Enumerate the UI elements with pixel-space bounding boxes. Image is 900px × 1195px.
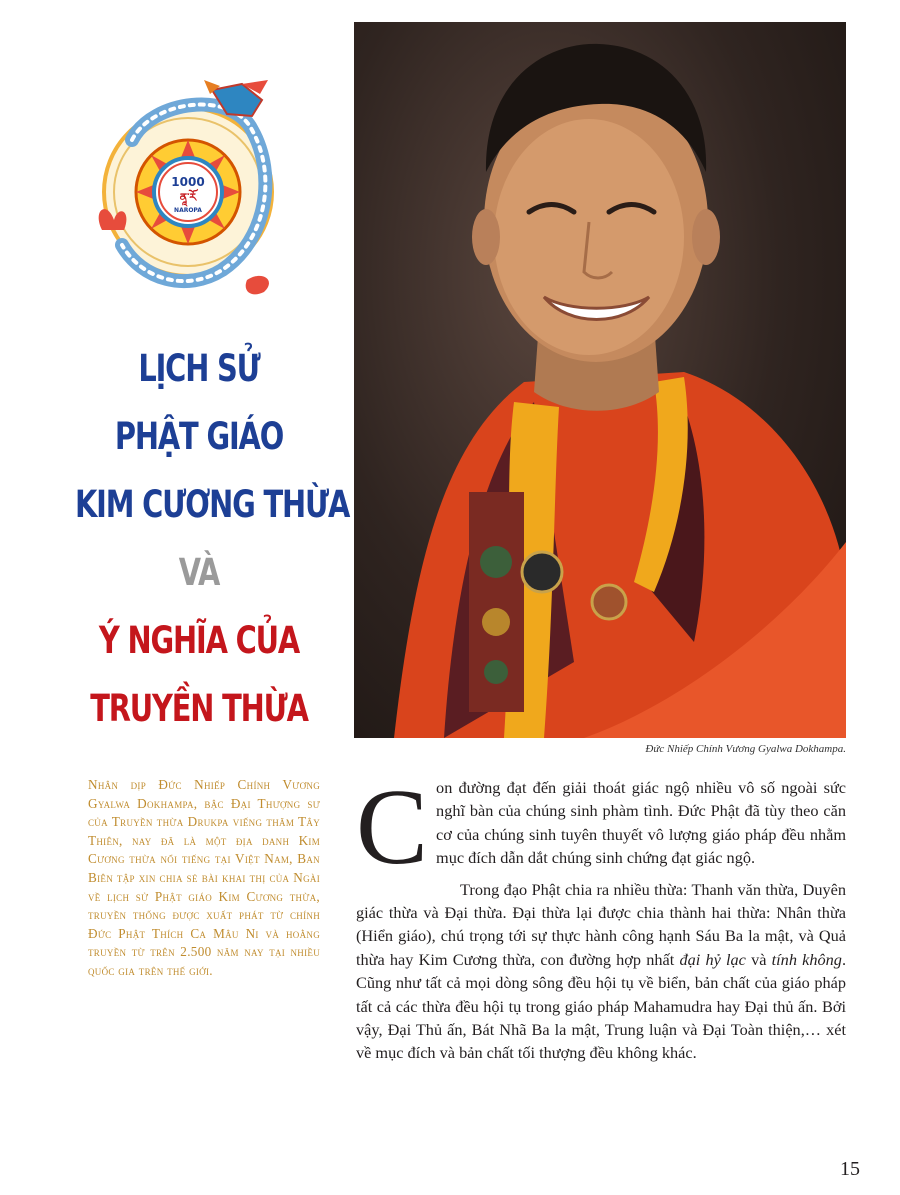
emblem-name: NAROPA bbox=[174, 207, 202, 214]
drop-cap: C bbox=[356, 768, 429, 887]
paragraph-1-text: on đường đạt đến giải thoát giác ngộ nhiều vô số ngoài sức nghĩ bàn của chúng sinh phàm tình. Đức Phật đã tùy theo căn cơ của chúng sinh tuyên thuyết vô lượng giáo pháp đều nhằm mục đích dẫn dắt chúng sinh chứng đạt giác ngộ. bbox=[436, 778, 846, 868]
paragraph-2-text-a: Trong đạo Phật chia ra nhiều thừa: Thanh văn thừa, Duyên giác thừa và Đại thừa. Đại thừa lại được chia thành hai thừa: Nhân thừa (Hiển giáo), chú trọng tới sự thực hành công hạnh Sáu Ba la mật, và Quả thừa hay Kim Cương thừa, con đường hợp nhất bbox=[356, 879, 846, 969]
title-line-4: VÀ bbox=[178, 551, 220, 594]
intro-text: Nhân dịp Đức Nhiếp Chính Vương Gyalwa Dokhampa, bậc Đại Thượng sư của Truyền thừa Drukpa viếng thăm Tây Thiên, nay đã là một địa danh Kim Cương thừa nổi tiếng tại Việt Nam, Ban Biên tập xin chia sẻ bài khai thị của Ngài về lịch sử Phật giáo Kim Cương thừa, truyền thống được xuất phát từ chính Đức Phật Thích Ca Mâu Ni và hoằng truyền từ trên 2.500 năm nay tại nhiều quốc gia trên thế giới. bbox=[88, 777, 320, 978]
paragraph-2-emphasis-1: đại hỷ lạc bbox=[679, 949, 746, 969]
emblem-number: 1000 bbox=[171, 175, 205, 189]
paragraph-2-text-c: . Cũng như tất cả mọi dòng sông đều hội tụ về biển, bản chất của giáo pháp tất cả các thừa đều hội tụ trong giáo pháp Mahamudra hay Đại thủ ấn. Bởi vậy, Đại Thủ ấn, Bát Nhã Ba la mật, Trung luận và Đại Toàn thiện,… xét về mục đích và bản chất tối thượng đều không khác. bbox=[356, 949, 847, 1063]
title-line-5: Ý NGHĨA CỦA bbox=[98, 619, 300, 662]
naropa-1000-emblem bbox=[92, 80, 284, 298]
article-body bbox=[356, 768, 847, 1065]
paragraph-2 bbox=[356, 878, 846, 1065]
paragraph-2-emphasis-2: tính không bbox=[771, 949, 842, 969]
title-line-1: LỊCH SỬ bbox=[138, 347, 260, 390]
paragraph-1 bbox=[356, 768, 846, 887]
title-line-6: TRUYỀN THỪA bbox=[90, 687, 308, 730]
photo-caption: Đức Nhiếp Chính Vương Gyalwa Dokhampa. bbox=[645, 743, 846, 755]
emblem-script: ནཱ་རོ bbox=[179, 191, 197, 204]
paragraph-2-text-b: và bbox=[745, 949, 772, 969]
title-line-2: PHẬT GIÁO bbox=[114, 415, 284, 458]
title-line-3: KIM CƯƠNG THỪA bbox=[74, 483, 350, 526]
article-title bbox=[40, 335, 358, 743]
portrait-photo bbox=[354, 22, 846, 738]
page-number: 15 bbox=[840, 1158, 860, 1180]
